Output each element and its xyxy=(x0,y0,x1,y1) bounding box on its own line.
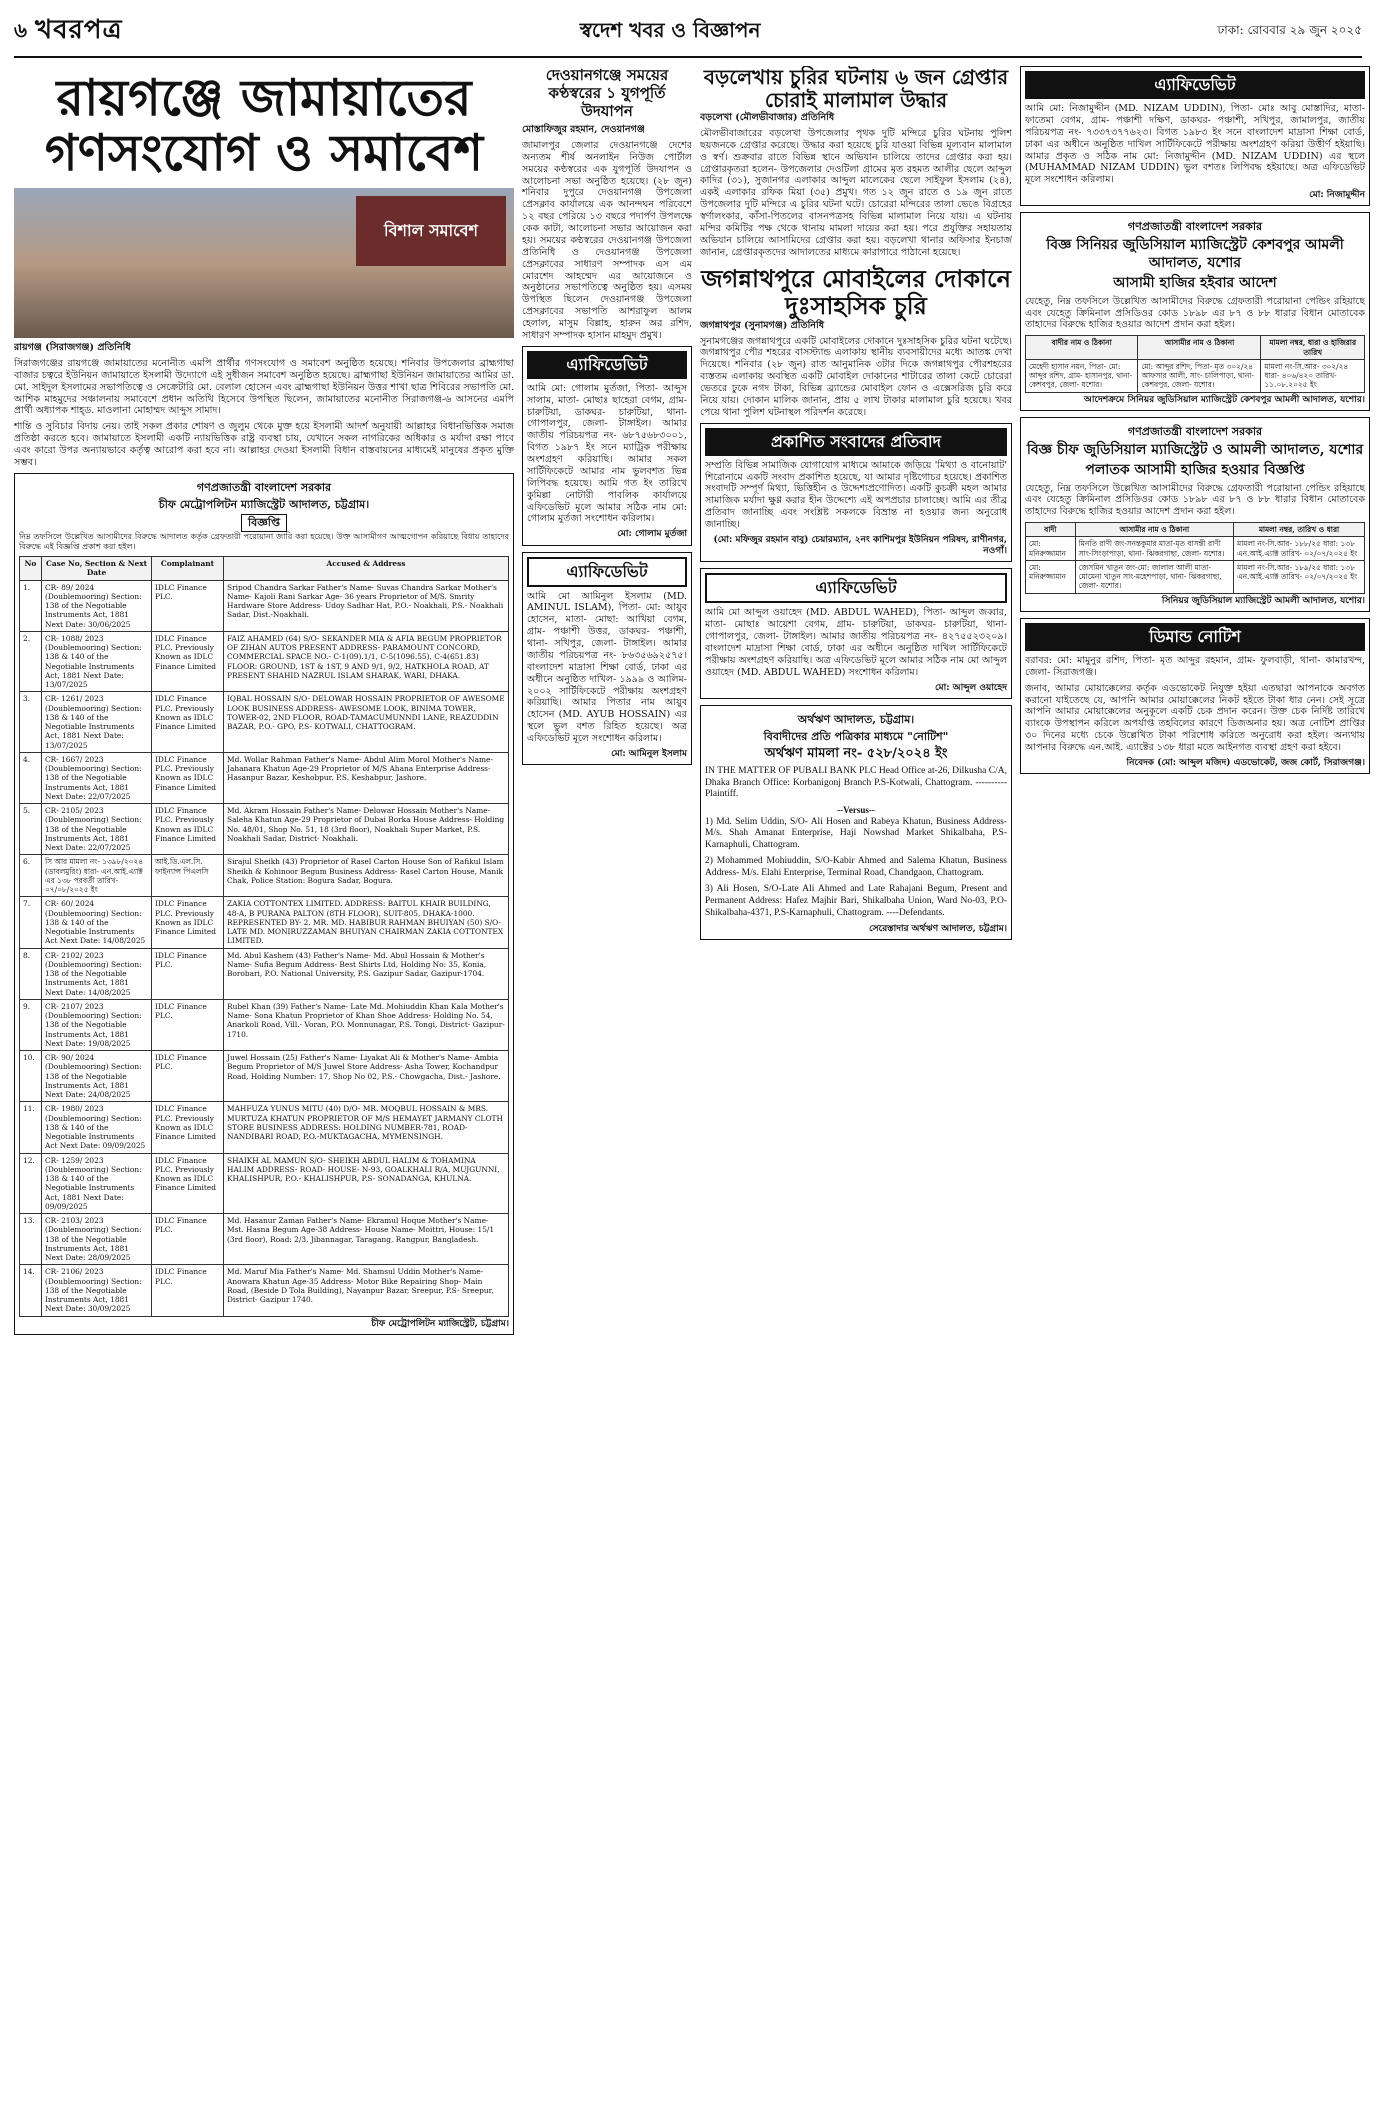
col3-court-title: অর্থঋণ আদালত, চট্টগ্রাম। xyxy=(797,712,915,726)
cmm-cell: CR- 1088/ 2023 (Doublemooring) Section: 138 & 140 of the Negotiable Instruments Act, 1881 Next Date: 13/07/2025 xyxy=(42,631,152,692)
cmm-notice xyxy=(14,473,514,1335)
cmm-cell: IDLC Finance PLC. Previously Known as IDLC Finance Limited xyxy=(152,752,224,803)
notice2-cell: জেসমিন খাতুন জং-মো: জালাল আলী মাতা-মোমেনা খাতুন সাং-মহেশপাড়া, থানা- ঝিকরগাছা, জেলা- যশোর। xyxy=(1075,560,1233,593)
col2-headline: দেওয়ানগঞ্জে সময়ের কণ্ঠস্বরের ১ যুগপূর্তি উদযাপন xyxy=(545,66,669,120)
col4-notice-2-table xyxy=(1025,522,1365,594)
col4-notice-1-header xyxy=(1026,336,1365,360)
table-row xyxy=(1026,560,1365,593)
cmm-cell: CR- 60/ 2024 (Doublemooring) Section: 138 & 140 of the Negotiable Instruments Act Next Date: 14/08/2025 xyxy=(42,897,152,948)
col4-notice-2-body: যেহেতু, নিম্ন তফসিলে উল্লেখিত আসামীদের বিরুদ্ধে গ্রেফতারী পরোয়ানা পেন্ডিং রহিয়াছে এবং যেহেতু ক্রিমিনাল প্রসিডিওর কোড ১৮৯৮ এর ৮৭ ও ৮৮ ধারার বিধান মোতাবেক তাহাদের বিরুদ্ধে হাজির হওয়ার আদেশ প্রদান করা হইল। xyxy=(1025,482,1365,518)
lead-photo-banner: বিশাল সমাবেশ xyxy=(356,196,506,266)
col3-protest xyxy=(700,423,1012,563)
col3-defendants xyxy=(705,817,1007,920)
col3-body-1: মৌলভীবাজারের বড়লেখা উপজেলার পৃথক দুটি মন্দিরে চুরির ঘটনায় পুলিশ ছয়জনকে গ্রেপ্তার করেছে। উদ্ধার করা হয়েছে চুরি যাওয়া বিভিন্ন মূল্যবান মালামাল ও স্বর্ণ। শুক্রবার রাতে বিভিন্ন স্থানে অভিযান চালিয়ে তাদের গ্রেপ্তার করা হয়। গ্রেপ্তারকৃতরা হলেন- উপজেলার দেওটিলা গ্রামের মৃত রহমত আলীর ছেলে আব্দুল কাদির (৩১), সুজানগর এলাকার আব্দুল মালেকের ছেলে সাইফুল ইসলাম (২৪), একই এলাকার রফিক মিয়া (৩৫) প্রমুখ। গত ১২ জুন রাতে ও ১৯ জুন রাতে উপজেলার দুটি মন্দিরে এ চুরির ঘটনা ঘটে। চোরেরা মন্দিরের তালা ভেঙে বিগ্রহের স্বর্ণালংকার, কাঁসা-পিতলের বাসনপত্রসহ বিভিন্ন মালামাল নিয়ে যায়। এ ঘটনায় মন্দির কমিটির পক্ষ থেকে থানায় মামলা দায়ের করা হয়। পরে প্রযুক্তির সহায়তায় অভিযান চালিয়ে আসামিদের গ্রেপ্তার করা হয়। বড়লেখা থানার অফিসার ইনচার্জ জানান, গ্রেপ্তারকৃতদের আদালতের মাধ্যমে কারাগারে পাঠানো হয়েছে। xyxy=(700,127,1012,258)
cmm-cell: Md. Maruf Mia Father's Name- Md. Shamsul Uddin Mother's Name- Anowara Khatun Age-35 Address- Motor Bike Repairing Shop- Main Road, (Beside D Tola Building), Nayanpur Bazar, Sreepur, P.S- Sreepur, District- Gazipur 1740. xyxy=(224,1265,509,1316)
cmm-cell: Md. Hasanur Zaman Father's Name- Ekramul Hoque Mother's Name- Mst. Hasna Begum Age-38 Address- House Name- Moittri, House: 15/1 (3rd floor), Road: 2/3, Jibannagar, Taragang, Rangpur, Bangladesh. xyxy=(224,1214,509,1265)
cmm-cell: IDLC Finance PLC. Previously Known as IDLC Finance Limited xyxy=(152,1102,224,1153)
table-row xyxy=(20,1265,509,1316)
col2-affidavit-1-sign: মো: গোলাম মুর্তজা xyxy=(617,529,687,540)
cmm-cell: IQBAL HOSSAIN S/O- DELOWAR HOSSAIN PROPRIETOR OF AWESOME LOOK BUSINESS ADDRESS- AWESOME LOOK, BINIMA TOWER, TOWER-02, 2ND FLOOR, ROAD-TAMACUMUNNDI LANE, REAZUDDIN BAZAR, P.O.- GPO, P.S- KOTWALI, CHATTOGRAM. xyxy=(224,692,509,753)
cmm-cell: IDLC Finance PLC. Previously Known as IDLC Finance Limited xyxy=(152,1153,224,1214)
col3-court-notice xyxy=(700,705,1012,940)
cmm-cell: আই.ডি.এল.সি. ফাইন্যান্স পিএলসি xyxy=(152,855,224,897)
col3-versus: --Versus-- xyxy=(837,805,875,816)
col4-notice-2-sign: সিনিয়র জুডিসিয়াল ম্যাজিস্ট্রেট আমলী আদালত, যশোর। xyxy=(1161,595,1365,606)
table-row xyxy=(20,1102,509,1153)
col4-notice-1-body: যেহেতু, নিম্ন তফসিলে উল্লেখিত আসামীদের বিরুদ্ধে গ্রেফতারী পরোয়ানা পেন্ডিং রহিয়াছে এবং যেহেতু ক্রিমিনাল প্রসিডিওর কোড ১৮৯৮ এর ৮৭ ও ৮৮ ধারার বিধান মোতাবেক তাহাদের বিরুদ্ধে হাজির হওয়ার আদেশ প্রদান করা হইল। xyxy=(1025,295,1365,331)
col2-affidavit-2-body: আমি মো আমিনুল ইসলাম (MD. AMINUL ISLAM), পিতা- মো: আয়ুব হোসেন, মাতা- মোছা: আখিয়া বেগম, গ্রাম- পঞ্চাশী উত্তর, ডাকঘর- পঞ্চাশী, থানা- সখিপুর, জেলা- টাঙ্গাইল। আমার জাতীয় পরিচয়পত্র নং- ৮৬৩৫৬৯২৫৭৫। বাংলাদেশ মাদ্রাসা শিক্ষা বোর্ড, ঢাকা এর অধীনে অনুষ্ঠিত দাখিল- ১৯৯৯ ও আলিম- ২০০২ সার্টিফিকেটে পরীক্ষায় অংশগ্রহণ করিয়াছি। আমার পিতার নাম আয়ুব হোসেন (MD. AYUB HOSSAIN) এর স্থলে ভুল বশত রিহিত হয়েছে। অত্র এফিডেভিট মূলে সংশোধন করিলাম। xyxy=(527,590,687,744)
col4-notice-2-sub: পলাতক আসামী হাজির হওয়ার বিজ্ঞপ্তি xyxy=(1085,462,1305,478)
cmm-cell: 12. xyxy=(20,1153,42,1214)
cmm-cell: IDLC Finance PLC. Previously Known as IDLC Finance Limited xyxy=(152,897,224,948)
cmm-cell: Md. Wollar Rahman Father's Name- Abdul Alim Morol Mother's Name- Jahanara Khatun Age-29 Proprietor of M/S Ahana Enterprise Address- Hasanpur Bazar, Keshobpur, P.S. Keshabpur, Jashore. xyxy=(224,752,509,803)
col4-affidavit xyxy=(1020,66,1370,206)
col4-demand-tag: ডিমান্ড নোটিশ xyxy=(1025,623,1365,651)
cmm-cell: 14. xyxy=(20,1265,42,1316)
col3-headline-1: বড়লেখায় চুরির ঘটনায় ৬ জন গ্রেপ্তার চোরাই মালামাল উদ্ধার xyxy=(703,66,1009,112)
lead-body-2: শান্তি ও সুবিচার বিদায় নেয়। তাই সকল প্রকার শোষণ ও জুলুম থেকে মুক্ত হয়ে ইসলামী আদর্শ অনুযায়ী আল্লাহর বিধানভিত্তিক সমাজ প্রতিষ্ঠা করতে হবে। জামায়াতে ইসলামী একটি ন্যায়ভিত্তিক রাষ্ট্র ব্যবস্থা চায়, যেখানে সকল নাগরিকের অধিকার ও মর্যাদা রক্ষা পাবে এবং কারো উপর অন্যায়ভাবে কর্তৃত্ব আরোপ করা হবে না। আল্লাহর দেওয়া ইসলামী বিধান বাস্তবায়নের মাধ্যমেই মানুষের প্রকৃত মুক্তি সম্ভব। xyxy=(14,421,514,468)
col3-affidavit xyxy=(700,568,1012,699)
cmm-cell: Sirajul Sheikh (43) Proprietor of Rasel Carton House Son of Rafikul Islam Sheikh & Kohinoor Begum Business Address- Rasel Carton House, Manik Chak, Police Station: Bogura Sadar, Bogura. xyxy=(224,855,509,897)
col3-court-case: অর্থঋণ মামলা নং- ৫২৮/২০২৪ ইং xyxy=(764,746,948,762)
col3-affidavit-sign: মো: আব্দুল ওয়াহেদ xyxy=(935,682,1007,693)
page-columns xyxy=(14,66,1365,2106)
col4-n1-td-0: মেহেদী হাসান নয়ন, পিতা- মো: আব্দুর রশিদ, গ্রাম- হাসানপুর, থানা- কেশবপুর, জেলা- যশোর। xyxy=(1026,359,1138,392)
notice2-cell: মামলা নং-সি.আর- ১৮৯/২৫ ধারা: ১৩৮ এন.আই.এ্যাক্ট তারিখ- ০২/০৭/২০২৫ ইং xyxy=(1234,560,1365,593)
table-row xyxy=(20,580,509,631)
cmm-cell: SHAIKH AL MAMUN S/O- SHEIKH ABDUL HALIM & TOHAMINA HALIM ADDRESS- ROAD- HOUSE- N-93, GOALKHALI R/A, MUJGUNNI, KHALISHPUR, P.O.- KHALISHPUR, P.S- SONADANGA, KHULNA. xyxy=(224,1153,509,1214)
masthead xyxy=(14,10,1362,58)
cmm-cell: 6. xyxy=(20,855,42,897)
cmm-cell: IDLC Finance PLC. Previously Known as IDLC Finance Limited xyxy=(152,631,224,692)
col3-court-matter: IN THE MATTER OF PUBALI BANK PLC Head Office at-26, Dilkusha C/A, Dhaka Branch Office: Korbanigonj Branch P.S-Kotwali, Chattogram. ----------Plaintiff. xyxy=(705,765,1007,800)
cmm-table-header xyxy=(20,557,509,581)
col4-notice-2-title: বিজ্ঞ চীফ জুডিসিয়াল ম্যাজিস্ট্রেট ও আমলী আদালত, যশোর xyxy=(1026,441,1364,458)
cmm-cell: IDLC Finance PLC. xyxy=(152,1051,224,1102)
col4-n1-th-1: আসামীর নাম ও ঠিকানা xyxy=(1138,336,1261,360)
col3-byline-2: জগন্নাথপুর (সুনামগঞ্জ) প্রতিনিধি xyxy=(700,319,825,331)
col4-n2-th-0: বাদী xyxy=(1026,523,1076,537)
table-row xyxy=(20,1214,509,1265)
col3-headline-2: জগন্নাথপুরে মোবাইলের দোকানে দুঃসাহসিক চুরি xyxy=(701,263,1011,321)
cmm-cell: 1. xyxy=(20,580,42,631)
cmm-cell: সি আর মামলা নং- ১৩৯৮/২০২৪ (ডাবলমুরিং) ধারা- এন.আই.এ্যাক্ট এর ১৩৮ পরবর্তী তারিখ- ০৭/০৮/২০২৫ ইং xyxy=(42,855,152,897)
lead-byline xyxy=(14,342,514,354)
cmm-cell: Md. Abul Kashem (43) Father's Name- Md. Abul Hossain & Mother's Name- Sufia Begum Address- Best Shirts Ltd, Holding No: 35, Konia, Borobari, P.O. National University, P.S. Gazipur Sadar, Gazipur-1704. xyxy=(224,948,509,999)
cmm-cell: 8. xyxy=(20,948,42,999)
cmm-cell: IDLC Finance PLC. Previously Known as IDLC Finance Limited xyxy=(152,692,224,753)
lead-body-1: সিরাজগঞ্জের রায়গঞ্জে জামায়াতের মনোনীত এমপি প্রার্থীর গণসংযোগ ও সমাবেশ অনুষ্ঠিত হয়েছে। শনিবার উপজেলার ব্রাহ্মগাছা বাজার চত্বরে ইউনিয়ন জামায়াতে ইসলামী উদ্যোগে এই সুধীজন সমাবেশ অনুষ্ঠিত হয়েছে। ব্রাহ্মগাছা ইউনিয়ন জামায়াতের আমির ডা. মো. সাইদুল ইসলামের সভাপতিত্বে ও সেক্রেটারি মো. বেলাল হোসেন এবং ব্রাহ্মগাছা ইউনিয়ন উত্তর শাখা ছাত্র শিবিরের সভাপতি মো. আশিক মাহমুদের সঞ্চালনায় সমাবেশে প্রধান অতিথি হিসেবে উপস্থিত ছিলেন, জামায়াতের মনোনীত সিরাজগঞ্জ-৬ আসনের এমপি প্রার্থী অধ্যাপক শাহ্‌ড. মাওলানা মোহাম্মদ আব্দুস সামাদ। xyxy=(14,357,514,417)
col4-n1-td-2: মামলা নং-সি.আর- ৩০২/২৪ ধারা- ৪০৬/৪২০ তারিখ- ১১.০৮.২০২৫ ইং xyxy=(1261,359,1365,392)
table-row xyxy=(1026,359,1365,392)
section-title: স্বদেশ খবর ও বিজ্ঞাপন xyxy=(579,17,761,42)
table-row xyxy=(20,855,509,897)
defendant-item: 3) Ali Hosen, S/O-Late Ali Ahmed and Late Rahajani Begum, Present and Permanent Address: Hafez Majhir Bari, Shikalbaha Union, Ward No-03, P.O- Shikalbaha-4371, P.S-Karnaphuli, Chattogram. ----Defendants. xyxy=(705,883,1007,918)
column-1 xyxy=(14,66,514,2106)
col3-affidavit-tag: এ্যাফিডেভিট xyxy=(705,573,1007,603)
cmm-cell: Sripod Chandra Sarkar Father's Name- Suvas Chandra Sarkar Mother's Name- Kajoli Rani Sarkar Age- 36 years Proprietor of M/S. Smrity Hardware Store Address- Udoy Sadhar Hat, P.O.- Noakhali, P.S.- Noakhali Sadar, Dist.-Noakhali. xyxy=(224,580,509,631)
column-4 xyxy=(1020,66,1370,2106)
defendant-item: 1) Md. Selim Uddin, S/O- Ali Hosen and Rabeya Khatun, Business Address- M/s. Shah Amanat Enterprise, Haji Nowshad Market Shikalbaha, P.S-Karnaphuli, Chattogram. xyxy=(705,816,1007,851)
col3-protest-tag: প্রকাশিত সংবাদের প্রতিবাদ xyxy=(705,428,1007,456)
notice2-cell: মিনতি রাণী জং-সনন্তকুমার মাতা-মৃত বাসন্তী রাণী সাং-সিংড়াপাড়া, থানা- ঝিকরগাছা, জেলা- যশোর। xyxy=(1075,537,1233,561)
cmm-gov: গণপ্রজাতন্ত্রী বাংলাদেশ সরকার xyxy=(196,480,332,494)
col4-notice-1-gov: গণপ্রজাতন্ত্রী বাংলাদেশ সরকার xyxy=(1127,220,1263,234)
col4-notice-1-table xyxy=(1025,335,1365,392)
col4-notice-1-sign: আদেশক্রমে সিনিয়র জুডিসিয়াল ম্যাজিস্ট্রেট কেশবপুর আমলী আদালত, যশোর। xyxy=(1084,394,1365,405)
col4-n1-td-1: মো: আব্দুর রশিদ, পিতা- মৃত ৩০২/২৪ আফসার আলী, সাং- চালিপাড়া, থানা- কেশবপুর, জেলা- যশোর। xyxy=(1138,359,1261,392)
col4-n2-th-2: মামলা নম্বর, তারিখ ও ধারা xyxy=(1234,523,1365,537)
col4-n1-th-2: মামলা নম্বর, ধারা ও হাজিরার তারিখ xyxy=(1261,336,1365,360)
cmm-cell: 13. xyxy=(20,1214,42,1265)
cmm-cell: 10. xyxy=(20,1051,42,1102)
cmm-cell: Md. Akram Hossain Father's Name- Delowar Hossain Mother's Name- Saleha Khatun Age-29 Proprietor of Dubai Borka House Address- Holding No. 48/01, Shop No. 51, 18 (3rd floor), Noakhali Super Market, P.S. Noakhali Sadar, District- Noakhali. xyxy=(224,804,509,855)
col4-affidavit-tag: এ্যাফিডেভিট xyxy=(1025,71,1365,99)
cmm-th-accused: Accused & Address xyxy=(224,557,509,581)
col4-demand-to: বরাবর: মো: মামুনুর রশিদ, পিতা- মৃত আব্দুর রহমান, গ্রাম- ফুলবাড়ী, থানা- কামারখন্দ, জেলা- সিরাজগঞ্জ। xyxy=(1025,654,1365,678)
col2-affidavit-1 xyxy=(522,346,692,546)
notice2-cell: মামলা নং-সি.আর- ১৮৮/২৫ ধারা: ১৩৮ এন.আই.এ্যাক্ট তারিখ- ০২/০৭/২০২৫ ইং xyxy=(1234,537,1365,561)
defendant-item: 2) Mohammed Mohiuddin, S/O-Kabir Ahmed and Salema Khatun, Business Address- M/s. Elahi Enterprise, Terminal Road, Chandgaon, Chattogram. xyxy=(705,856,1007,879)
col4-notice-1 xyxy=(1020,212,1370,410)
issue-date: ঢাকা: রোববার ২৯ জুন ২০২৫ xyxy=(1217,22,1362,37)
cmm-table xyxy=(19,556,509,1317)
table-row xyxy=(20,804,509,855)
lead-headline: রায়গঞ্জে জামায়াতের গণসংযোগ ও সমাবেশ xyxy=(44,68,484,182)
newspaper-logo: খবরপত্র xyxy=(35,14,123,45)
cmm-cell: CR- 2102/ 2023 (Doublemooring) Section: 138 of the Negotiable Instruments Act, 1881 Next Date: 14/08/2025 xyxy=(42,948,152,999)
cmm-cell: Juwel Hossain (25) Father's Name- Liyakat Ali & Mother's Name- Ambia Begum Proprietor of M/S Juwel Store Address- Asha Tower, Kochandpur Road, Holding Number: 17, Shop No 02, P.S.- Chowgacha, Dist.- Jashore. xyxy=(224,1051,509,1102)
cmm-tag: বিজ্ঞপ্তি xyxy=(241,514,287,532)
cmm-cell: 11. xyxy=(20,1102,42,1153)
col4-demand-sign: নিবেদক (মো: আব্দুল মজিদ) এডভোকেট, জজ কোর্ট, সিরাজগঞ্জ। xyxy=(1126,757,1365,768)
cmm-cell: IDLC Finance PLC. xyxy=(152,948,224,999)
cmm-cell: CR- 2106/ 2023 (Doublemooring) Section: 138 of the Negotiable Instruments Act, 1881 Next Date: 30/09/2025 xyxy=(42,1265,152,1316)
cmm-th-no: No xyxy=(20,557,42,581)
cmm-cell: IDLC Finance PLC. xyxy=(152,580,224,631)
col4-n1-th-0: বাদীর নাম ও ঠিকানা xyxy=(1026,336,1138,360)
cmm-cell: 7. xyxy=(20,897,42,948)
table-row xyxy=(20,631,509,692)
col3-court-footer: সেরেস্তাদার অর্থঋণ আদালত, চট্টগ্রাম। xyxy=(869,923,1007,934)
cmm-cell: CR- 2107/ 2023 (Doublemooring) Section: 138 of the Negotiable Instruments Act, 1881 Next Date: 19/08/2025 xyxy=(42,999,152,1050)
cmm-cell: FAIZ AHAMED (64) S/O- SEKANDER MIA & AFIA BEGUM PROPRIETOR OF ZIHAN AUTOS PRESENT ADDRESS- PARAMOUNT CONCORD, COMMERCIAL SPACE NO.- C-1(09).1/1, C-5(1096.55), C-4(651.83) FLOOR: GROUND, 1ST & 1ST, 9 AND 9/1, 9/2, HATKHOLA ROAD, AT PRESENT SHAHID NAZRUL ISLAM SHARAK, WARI, DHAKA. xyxy=(224,631,509,692)
table-row xyxy=(20,948,509,999)
cmm-cell: MAHFUZA YUNUS MITU (40) D/O- MR. MOQBUL HOSSAIN & MRS. MURTUZA KHATUN PROPRIETOR OF M/S HEMAYET JARMANY CLOTH STORE BUSINESS ADDRESS: HOLDING NUMBER-781, ROAD-NANDIBARI ROAD, P.O.-MUKTAGACHA, MYMENSINGH. xyxy=(224,1102,509,1153)
cmm-cell: ZAKIA COTTONTEX LIMITED. ADDRESS: BAITUL KHAIR BUILDING, 48-A, B PURANA PALTON (8TH FLOOR), SUIT-805, DHAKA-1000. REPRESENTED BY- 2. MR. MD. HABIBUR RAHMAN BHUIYAN (50) S/O-LATE MD. MONIRUZZAMAN BHUIYAN CHAIRMAN ZAKIA COTTONTEX LIMITED. xyxy=(224,897,509,948)
cmm-cell: 9. xyxy=(20,999,42,1050)
col4-affidavit-sign: মো: নিজামুদ্দীন xyxy=(1309,190,1365,201)
table-row xyxy=(20,1051,509,1102)
cmm-cell: CR- 89/ 2024 (Doublemooring) Section: 138 of the Negotiable Instruments Act, 1881 Next Date: 30/06/2025 xyxy=(42,580,152,631)
cmm-cell: IDLC Finance PLC. Previously Known as IDLC Finance Limited xyxy=(152,804,224,855)
cmm-cell: CR- 1667/ 2023 (Doublemooring) Section: 138 of the Negotiable Instruments Act, 1881 Next Date: 22/07/2025 xyxy=(42,752,152,803)
column-2 xyxy=(522,66,692,2106)
col4-n2-th-1: আসামীর নাম ও ঠিকানা xyxy=(1075,523,1233,537)
cmm-cell: CR- 1261/ 2023 (Doublemooring) Section: 138 & 140 of the Negotiable Instruments Act, 1881 Next Date: 13/07/2025 xyxy=(42,692,152,753)
cmm-th-case: Case No, Section & Next Date xyxy=(42,557,152,581)
col3-court-sub: বিবাদীদের প্রতি পত্রিকার মাধ্যমে "নোটিশ" xyxy=(763,729,949,743)
col4-notice-2-header xyxy=(1026,523,1365,537)
col4-notice-2-gov: গণপ্রজাতন্ত্রী বাংলাদেশ সরকার xyxy=(1127,424,1263,438)
col2-affidavit-2-tag: এ্যাফিডেভিট xyxy=(527,557,687,587)
col4-notice-1-sub: আসামী হাজির হইবার আদেশ xyxy=(1113,275,1277,292)
cmm-cell: Rubel Khan (39) Father's Name- Late Md. Mohiuddin Khan Kala Mother's Name- Sona Khatun Proprietor of Khan Shoe Address- Holding No. 54, Anarkoli Road, Vill.- Voran, P.O. Monnunagar, P.S. Tongi, District- Gazipur-1710. xyxy=(224,999,509,1050)
cmm-cell: 5. xyxy=(20,804,42,855)
cmm-footer: চীফ মেট্রোপলিটন ম্যাজিস্ট্রেট, চট্টগ্রাম। xyxy=(371,1318,509,1329)
column-3 xyxy=(700,66,1012,2106)
table-row xyxy=(1026,537,1365,561)
col2-affidavit-1-tag: এ্যাফিডেভিট xyxy=(527,351,687,379)
cmm-intro: নিম্ন তফসিলে উল্লেখিত আসামীদের বিরুদ্ধে আদালত কর্তৃক গ্রেফতারী পরোয়ানা জারি করা হয়েছে। উক্ত আসামীগণ আত্মগোপন করিয়াছে বিধায় তাহাদের বিরুদ্ধে এই বিজ্ঞপ্তি প্রকাশ করা হইল। xyxy=(19,532,509,551)
col3-protest-body: সম্প্রতি বিভিন্ন সামাজিক যোগাযোগ মাধ্যমে আমাকে জড়িয়ে 'মিথ্যা ও বানোয়াট' শিরোনামে একটি সংবাদ প্রকাশিত হয়েছে, যা আমার দৃষ্টিগোচর হয়েছে। প্রকাশিত সংবাদটি সম্পূর্ণ মিথ্যা, ভিত্তিহীন ও উদ্দেশ্যপ্রণোদিত। একটি কুচক্রী মহল আমার সামাজিক মর্যাদা ক্ষুণ্ণ করার হীন উদ্দেশ্যে এই অপপ্রচার চালাচ্ছে। আমি এর তীব্র প্রতিবাদ জানাচ্ছি এবং সংশ্লিষ্ট সকলকে বিভ্রান্ত না হওয়ার জন্য অনুরোধ জানাচ্ছি। xyxy=(705,459,1007,531)
col2-affidavit-1-body: আমি মো: গোলাম মুর্তজা, পিতা- আব্দুস সালাম, মাতা- মোছাঃ ছাহেরা বেগম, গ্রাম- চারুটিয়া, ডাকঘর- চারুটিয়া, থানা- গোপালপুর, জেলা- টাঙ্গাইল। আমার জাতীয় পরিচয়পত্র নং- ৬৮৭৫৬৮৩০০১, বিগত ১৯৮৭ ইং সনে ম্যাট্রিক পরীক্ষায় অংশগ্রহণ করিয়াছি। আমার সকল সার্টিফিকেটে আমার নাম ভুলবশত ভিন্ন লিপিবদ্ধ হয়েছে। আমি গত ইং তারিখে কুমিল্লা নোটারী পাবলিক কার্যালয়ে এফিডেভিট মূলে আমার সঠিক নাম মো: গোলাম মুর্তজা সংশোধন করিলাম। xyxy=(527,382,687,525)
col3-byline-1: বড়লেখা (মৌলভীবাজার) প্রতিনিধি xyxy=(700,112,835,123)
col4-notice-1-title: বিজ্ঞ সিনিয়র জুডিসিয়াল ম্যাজিস্ট্রেট কেশবপুর আমলী আদালত, যশোর xyxy=(1046,237,1344,271)
cmm-cell: 3. xyxy=(20,692,42,753)
col3-affidavit-body: আমি মো আব্দুল ওয়াহেদ (MD. ABDUL WAHED), পিতা- আব্দুল জব্বার, মাতা- মোছাঃ আয়েশা বেগম, গ্রাম- চারুটিয়া, ডাকঘর- চারুটিয়া, থানা- গোপালপুর, জেলা- টাঙ্গাইল। আমার জাতীয় পরিচয়পত্র নং- ৪২৭৫৫২৩২০৯। বাংলাদেশ মাদ্রাসা শিক্ষা বোর্ড, ঢাকা এর অধীনে অনুষ্ঠিত দাখিল সার্টিফিকেটে পরীক্ষায় অংশগ্রহণ করিয়াছি। অত্র এফিডেভিট মূলে আমার সঠিক নাম মো আব্দুল ওয়াহেদ (MD. ABDUL WAHED) সংশোধন করিলাম। xyxy=(705,607,1007,678)
notice2-cell: মো: মনিরুজ্জামান xyxy=(1026,537,1076,561)
col2-body: জামালপুর জেলার দেওয়ানগঞ্জে দেশের অন্যতম শীর্ষ অনলাইন নিউজ পোর্টাল সময়ের কণ্ঠস্বরের এক যুগপূর্তি উদযাপন ও আলোচনা সভা অনুষ্ঠিত হয়েছে। (২৮ জুন) শনিবার দুপুরে দেওয়ানগঞ্জ উপজেলা প্রেসক্লাব কার্যালয়ে এক আনন্দঘন পরিবেশে ১২ বছর পেরিয়ে ১৩ বছরে পদার্পণ উপলক্ষে কেক কাটা, আলোচনা সভার আয়োজন করা হয়। সময়ের কণ্ঠস্বরের দেওয়ানগঞ্জ উপজেলা প্রতিনিধি ও দেওয়ানগঞ্জ উপজেলা প্রেসক্লাবের সাধারণ সম্পাদক এস এম মোরশেদ আহম্মেদ এর আয়োজনে ও অনুষ্ঠানের সভাপতিত্বে অনুষ্ঠিত হয়। এসময় উপস্থিত ছিলেন দেওয়ানগঞ্জ উপজেলা প্রেসক্লাবের সভাপতি আশরাফুল আলম হেলাল, মাসুম বিল্লাহ, হারুন অর রশিদ, সাধারণ সম্পাদক হাসান মাহমুদ প্রমুখ। xyxy=(522,139,692,341)
lead-photo xyxy=(14,188,514,338)
cmm-cell: 4. xyxy=(20,752,42,803)
cmm-cell: CR- 2105/ 2023 (Doublemooring) Section: 138 of the Negotiable Instruments Act, 1881 Next Date: 22/07/2025 xyxy=(42,804,152,855)
masthead-left xyxy=(14,14,123,47)
cmm-cell: IDLC Finance PLC. xyxy=(152,1214,224,1265)
lead-byline-text: রায়গঞ্জ (সিরাজগঞ্জ) প্রতিনিধি xyxy=(14,342,131,353)
cmm-cell: CR- 90/ 2024 (Doublemooring) Section: 138 of the Negotiable Instruments Act, 1881 Next Date: 24/08/2025 xyxy=(42,1051,152,1102)
cmm-cell: CR- 1980/ 2023 (Doublemooring) Section: 138 & 140 of the Negotiable Instruments Act Next Date: 09/09/2025 xyxy=(42,1102,152,1153)
col3-body-2: সুনামগঞ্জের জগন্নাথপুরে একটি মোবাইলের দোকানে দুঃসাহসিক চুরির ঘটনা ঘটেছে। জগন্নাথপুর পৌর শহরের বাসস্ট্যান্ড এলাকায় স্থানীয় ব্যবসায়ীদের মধ্যে আতঙ্ক দেখা দিয়েছে। শনিবার (২৮ জুন) রাত আনুমানিক ৩টার দিকে জগন্নাথপুর পৌরশহরের ব্যস্ততম এলাকায় অবস্থিত একটি মোবাইল দোকানের শাটারের তালা কেটে চোরেরা ভেতরে ঢুকে নগদ টাকা, বিভিন্ন ব্র্যান্ডের মোবাইল ফোন ও এক্সেসরিজ চুরি করে নিয়ে যায়। দোকান মালিক জানান, প্রায় ৫ লাখ টাকার মালামাল চুরি হয়েছে। খবর পেয়ে থানা পুলিশ ঘটনাস্থল পরিদর্শন করেছে। xyxy=(700,335,1012,418)
col4-affidavit-body: আমি মো: নিজামুদ্দীন (MD. NIZAM UDDIN), পিতা- মোঃ আবু মোস্তাদির, মাতা- ফাতেমা বেগম, গ্রাম- পঞ্চাশী দক্ষিণ, ডাকঘর- পঞ্চাশী, সখিপুর, জামালপুর, জাতীয় পরিচয়পত্র নং- ৭৩৩৭৩৭৭৬২৩। বিগত ১৯৮৩ ইং সনে বাংলাদেশ মাদ্রাসা শিক্ষা বোর্ড, ঢাকা এর অধীনে অনুষ্ঠিত দাখিল সার্টিফিকেটে পরীক্ষায় অংশগ্রহণ করিয়া উত্তীর্ণ হইয়াছি। আমার প্রকৃত ও সঠিক নাম মো: নিজামুদ্দীন (MD. NIZAM UDDIN) এর স্থলে (MUHAMMAD NIZAM UDDIN) ভুল বশতঃ লিপিবদ্ধ হইয়াছে। অত্র এফিডেভিট মূলে সংশোধন করিলাম। xyxy=(1025,103,1365,186)
cmm-cell: CR- 1259/ 2023 (Doublemooring) Section: 138 & 140 of the Negotiable Instruments Act, 1881 Next Date: 09/09/2025 xyxy=(42,1153,152,1214)
col2-byline: মোস্তাফিজুর রহমান, দেওয়ানগঞ্জ xyxy=(522,124,645,135)
col4-notice-2-body-rows xyxy=(1026,537,1365,593)
col2-affidavit-2 xyxy=(522,552,692,766)
cmm-cell: CR- 2103/ 2023 (Doublemooring) Section: 138 of the Negotiable Instruments Act, 1881 Next Date: 28/09/2025 xyxy=(42,1214,152,1265)
col2-affidavit-2-sign: মো: আমিনুল ইসলাম xyxy=(611,748,687,759)
col4-demand-body: জনাব, আমার মোয়াক্কেলের কর্তৃক এডভোকেট নিযুক্ত হইয়া এতদ্বারা আপনাকে অবগত করানো যাইতেছে যে, আপনি আমার মোয়াক্কেলের নিকট হইতে টাকা ধার নেন। সেই সূত্রে আপনি আমার মোয়াক্কেলের অনুকূলে একটি চেক প্রদান করেন। উক্ত চেক নির্দিষ্ট তারিখে ব্যাংকে উপস্থাপন করিলে অপর্যাপ্ত তহবিলের কারণে ডিজঅনার হয়। অত্র নোটিশ প্রাপ্তির ৩০ দিনের মধ্যে চেকে উল্লেখিত টাকা পরিশোধ করিতে অনুরোধ করা হইল। অন্যথায় আপনার বিরুদ্ধে এন.আই. এ্যাক্টের ১৩৮ ধারা মতে আইনগত ব্যবস্থা গ্রহণ করা হইবে। xyxy=(1025,682,1365,753)
page-number: ৬ xyxy=(14,17,28,42)
cmm-cell: IDLC Finance PLC. xyxy=(152,999,224,1050)
col4-demand-notice xyxy=(1020,618,1370,774)
col3-protest-sign: (মো: মফিজুর রহমান বাবু) চেয়ারম্যান, ২নং কাশিমপুর ইউনিয়ন পরিষদ, রাণীনগর, নওগাঁ। xyxy=(713,534,1007,557)
cmm-court: চীফ মেট্রোপলিটন ম্যাজিস্ট্রেট আদালত, চট্টগ্রাম। xyxy=(158,497,370,511)
table-row xyxy=(20,999,509,1050)
cmm-table-body xyxy=(20,580,509,1316)
notice2-cell: মো: মনিরুজ্জামান xyxy=(1026,560,1076,593)
table-row xyxy=(20,752,509,803)
table-row xyxy=(20,1153,509,1214)
col4-notice-2 xyxy=(1020,417,1370,612)
cmm-cell: IDLC Finance PLC. xyxy=(152,1265,224,1316)
table-row xyxy=(20,692,509,753)
cmm-cell: 2. xyxy=(20,631,42,692)
cmm-th-complainant: Complainant xyxy=(152,557,224,581)
table-row xyxy=(20,897,509,948)
